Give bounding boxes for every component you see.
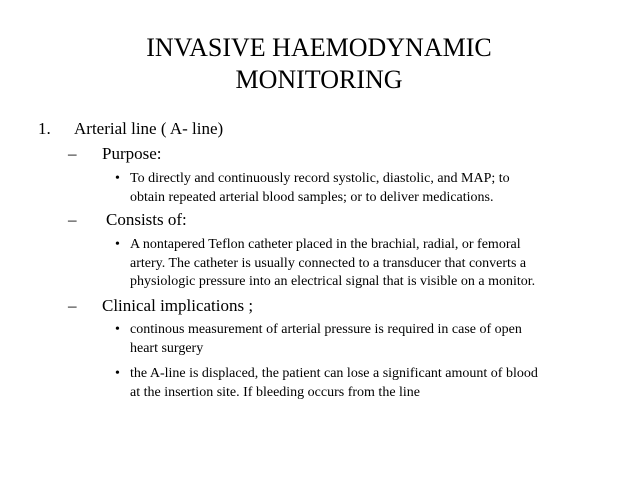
bullet-line: at the insertion site. If bleeding occurs from the line (130, 384, 421, 400)
bullet-line: physiologic pressure into an electrical signal that is visible on a monitor. (130, 274, 536, 289)
dash-marker: – (68, 210, 77, 229)
item-text: Arterial line ( A- line) (74, 119, 224, 138)
bullet-marker: • (115, 237, 120, 252)
bullet-line: heart surgery (130, 340, 204, 356)
bullet-line: obtain repeated arterial blood samples; or to deliver medications. (130, 189, 494, 205)
section-heading-clinical: Clinical implications ; (102, 296, 254, 315)
bullet-line: continous measurement of arterial pressure is required in case of open (130, 322, 522, 337)
bullet-marker: • (115, 322, 120, 337)
dash-marker: – (68, 144, 77, 163)
bullet-line: artery. The catheter is usually connected to a transducer that converts a (130, 255, 527, 271)
bullet-marker: • (115, 366, 120, 381)
bullet-line: the A-line is displaced, the patient can lose a significant amount of blood (130, 366, 538, 381)
bullet-text-clinical-1 (130, 321, 522, 358)
bullet-text-consists (130, 236, 535, 292)
item-number: 1. (38, 119, 51, 138)
section-heading-purpose: Purpose: (102, 144, 162, 163)
bullet-line: To directly and continuously record systolic, diastolic, and MAP; to (130, 171, 510, 186)
section-heading-consists: Consists of: (106, 210, 187, 229)
bullet-text-clinical-2 (130, 365, 538, 402)
bullet-line: A nontapered Teflon catheter placed in the brachial, radial, or femoral (130, 237, 521, 252)
slide-title-line-1: INVASIVE HAEMODYNAMIC (146, 33, 492, 62)
slide-title-line-2: MONITORING (235, 65, 403, 94)
bullet-marker: • (115, 171, 120, 186)
bullet-text-purpose (130, 170, 510, 207)
dash-marker: – (68, 296, 77, 315)
